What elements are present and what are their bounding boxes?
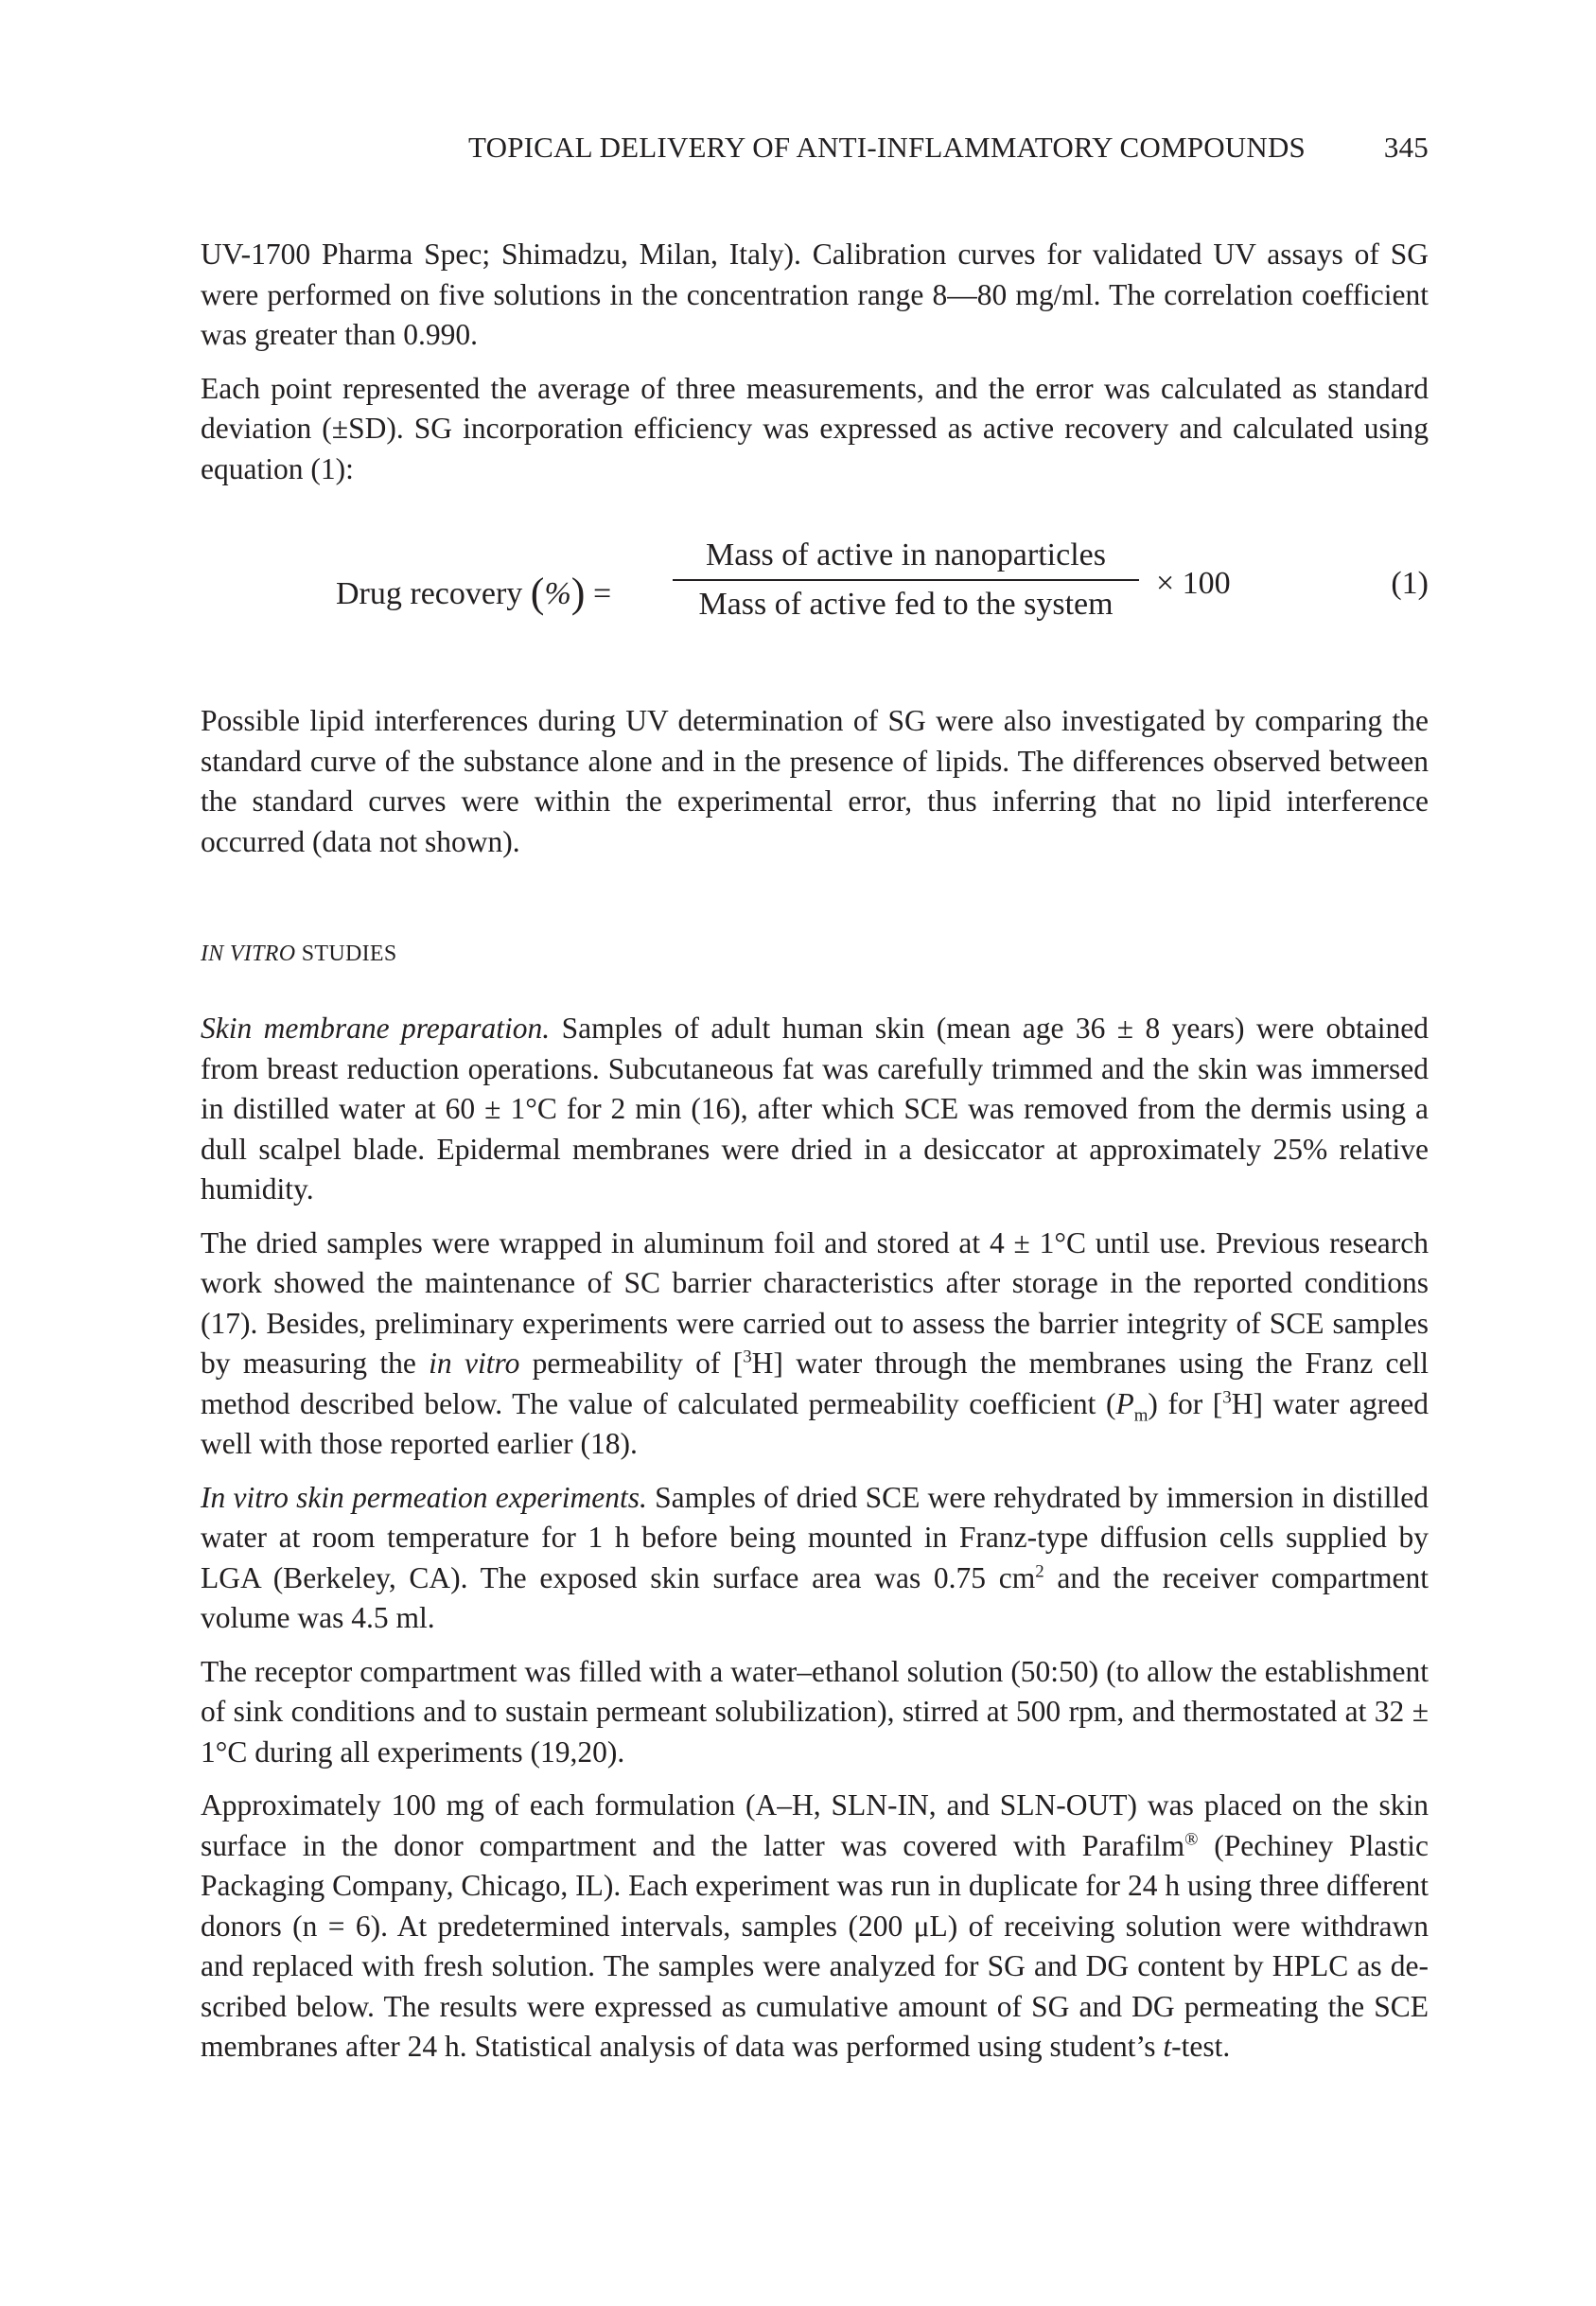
equation-equals: =	[585, 576, 612, 611]
italic-in-vitro: in vitro	[429, 1347, 520, 1380]
equation-lhs	[336, 566, 611, 614]
equation-percent: %	[544, 576, 571, 611]
superscript-tritium-1: 3	[743, 1347, 752, 1367]
registered-mark: ®	[1184, 1829, 1199, 1849]
equation-lhs-label: Drug recovery	[336, 576, 531, 611]
text-block-lipid	[201, 701, 1429, 862]
paragraph-permeation	[201, 1478, 1429, 1639]
equation-fraction-bar	[673, 579, 1139, 581]
equation-denominator: Mass of active fed to the system	[698, 587, 1114, 622]
equation-paren-close: )	[570, 570, 586, 616]
page-number: 345	[1383, 131, 1429, 164]
equation-fraction	[667, 535, 1145, 625]
paragraph-skin-membrane-text: Samples of adult human skin (mean age 36 ± 8 years) were obtained from breast reduction operations. Subcutaneous fat was carefully trimmed and the skin was immersed in distilled water at 60 ± 1°C for 2 min (16), after which SCE was removed from the dermis using a dull scalpel blade. Epidermal membranes were dried in a desiccator at approximately 25% relative humidity.	[201, 1012, 1429, 1206]
paragraph-receptor: The receptor compartment was filled with a water–ethanol solution (50:50) (to allow the establishment of sink conditions and to sustain permeant solubilization), stirred at 500 rpm, and thermostated at 32 ± 1°C during all experiments (19,20).	[201, 1654, 1429, 1769]
italic-p-symbol: P	[1115, 1386, 1134, 1420]
paragraph-formulation-text-c: -test.	[1171, 2030, 1231, 2063]
paragraph-permeation-text-b: and the receiver compartment volume was 4.5 ml.	[201, 1560, 1429, 1634]
paragraph-dried-samples-text-f: H] water agreed well with those reported earlier (18).	[201, 1386, 1429, 1460]
section-heading-italic: IN VITRO	[201, 942, 296, 966]
text-block-top	[201, 235, 1429, 489]
paragraph-dried-samples-text-c: permeability of [	[519, 1347, 744, 1380]
equation-numerator: Mass of active in nanoparticles	[706, 537, 1106, 572]
equation-paren-open: (	[530, 570, 545, 616]
paragraph-formulation-text-a: Approximately 100 mg of each formulation (A–H, SLN-IN, and SLN-OUT) was placed on the skin surface in the donor compartment and the latter was covered with Parafilm	[201, 1788, 1429, 1862]
running-header	[201, 131, 1429, 168]
superscript-tritium-2: 3	[1222, 1387, 1232, 1407]
runin-permeation: In vitro skin permeation experiments.	[201, 1480, 647, 1514]
paragraph-dried-samples	[201, 1223, 1429, 1465]
section-heading	[201, 942, 396, 967]
section-heading-rest: STUDIES	[295, 942, 397, 966]
paragraph-dried-samples-text-e: ) for [	[1148, 1386, 1223, 1420]
superscript-squared: 2	[1035, 1561, 1044, 1581]
italic-t: t	[1163, 2030, 1172, 2063]
paragraph-formulation-text-b: (Pechiney Plastic Packaging Company, Chicago, IL). Each experiment was run in duplicate for 24 h using three different donors (n = 6). At predetermined intervals, samples (200 μL) of receiving solution were withdrawn and replaced with fresh solution. The samples were analyzed for SG and DG content by HPLC as described below. The results were expressed as cumulative amount of SG and DG permeating the SCE membranes after 24 h. Statistical analysis of data was performed using student’s	[201, 1828, 1429, 2063]
paragraph-lipid-interference: Possible lipid interferences during UV determination of SG were also investigated by comparing the standard curve of the substance alone and in the presence of lipids. The differences observed between the standard curves were within the experimental error, thus inferring that no lipid interference occurred (data not shown).	[201, 704, 1429, 858]
equation-number: (1)	[1391, 566, 1429, 601]
paragraph-permeation-text-a: Samples of dried SCE were rehydrated by immersion in distilled water at room temperature for 1 h before being mounted in Franz-type diffusion cells supplied by LGA (Berkeley, CA). The exposed skin surface area was 0.75 cm	[201, 1480, 1429, 1594]
equation-multiplier: × 100	[1156, 566, 1231, 601]
equation-drug-recovery	[201, 535, 1429, 648]
text-block-in-vitro	[201, 1009, 1429, 2068]
paragraph-skin-membrane	[201, 1009, 1429, 1210]
paragraph-dried-samples-text-a: The dried samples were wrapped in aluminum foil and stored at 4 ± 1°C until use. Previous research work showed the maintenance of SC barrier characteristics after storage in the reported conditions (17). Besides, preliminary experiments were carried out to assess the barrier integrity of SCE samples by measuring the	[201, 1225, 1429, 1380]
paragraph-recovery-intro: Each point represented the average of three measurements, and the error was calculated as standard deviation (±SD). SG incorporation efficiency was expressed as active recovery and calculated using equation (1):	[201, 371, 1429, 485]
paragraph-formulation	[201, 1786, 1429, 2068]
subscript-m: m	[1133, 1404, 1149, 1425]
paragraph-calibration: UV-1700 Pharma Spec; Shimadzu, Milan, Italy). Calibration curves for validated UV assays of SG were performed on five solutions in the concentration range 8—80 mg/ml. The correlation coefficient was greater than 0.990.	[201, 238, 1429, 351]
runin-skin-membrane: Skin membrane preparation.	[201, 1012, 551, 1045]
running-title: TOPICAL DELIVERY OF ANTI-INFLAMMATORY COMPOUNDS	[468, 131, 1306, 164]
paragraph-dried-samples-text-d: H] water through the membranes using the Franz cell method described below. The value of calculated permeability coefficient (	[201, 1347, 1429, 1420]
